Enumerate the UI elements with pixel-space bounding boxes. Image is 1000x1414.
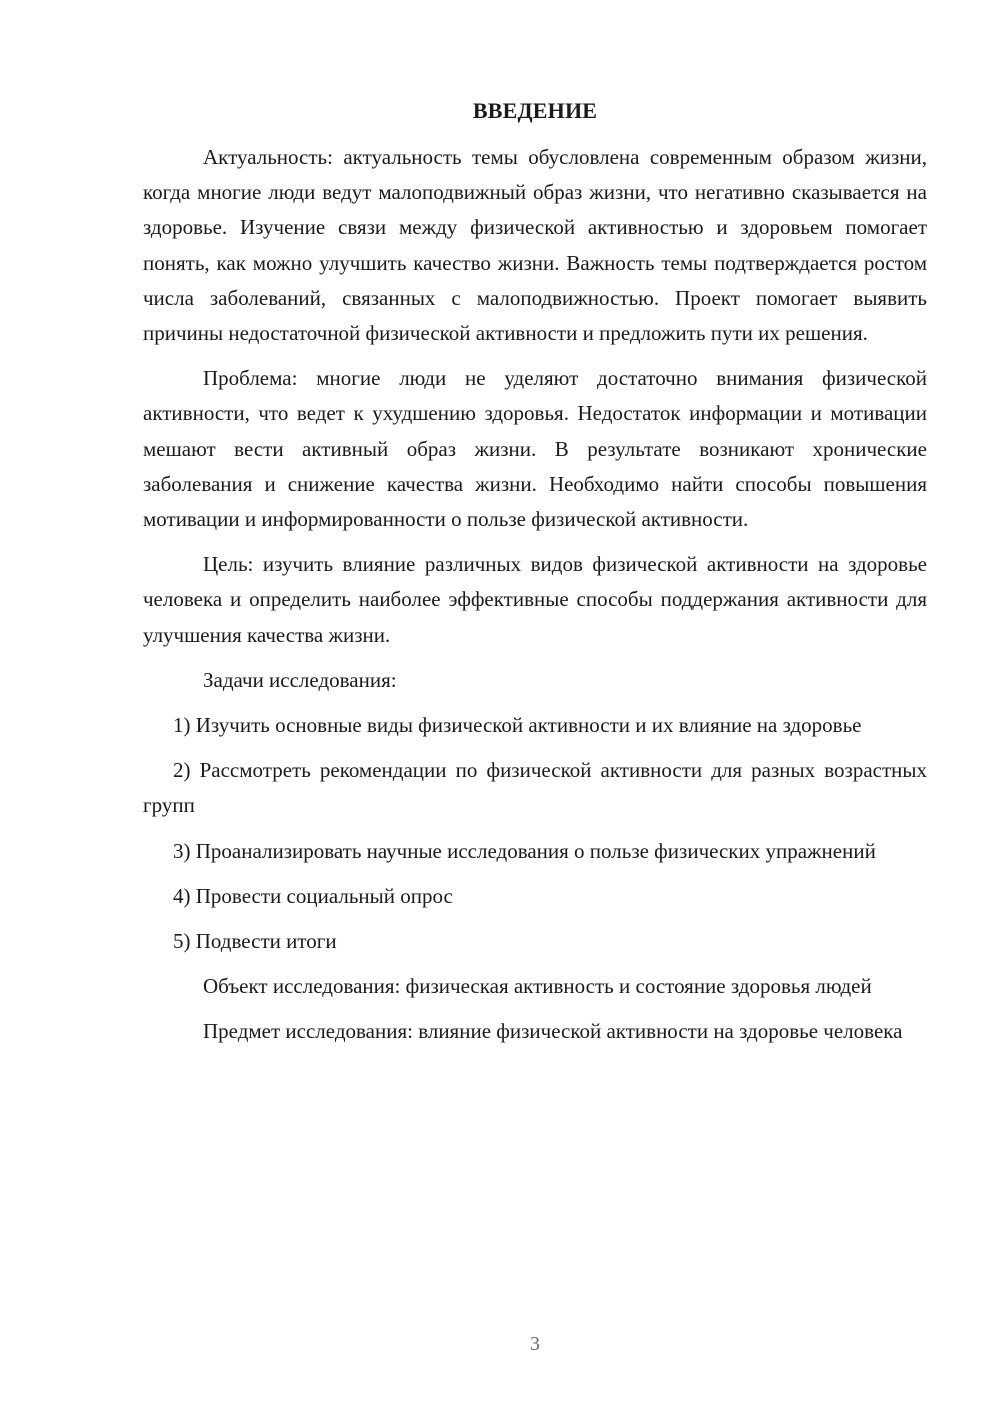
task-item-1: 1) Изучить основные виды физической активности и их влияние на здоровье xyxy=(173,713,862,738)
object-paragraph: Объект исследования: физическая активность и состояние здоровья людей xyxy=(203,974,872,999)
subject-paragraph: Предмет исследования: влияние физической активности на здоровье человека xyxy=(203,1019,903,1044)
problem-paragraph: Проблема: многие люди не уделяют достаточно внимания физической активности, что ведет к ухудшению здоровья. Недостаток информации и мотивации мешают вести активный образ жизни. В результате возникают хронические заболевания и снижение качества жизни. Необходимо найти способы повышения мотивации и информированности о пользе физической активности. xyxy=(143,366,927,532)
goal-paragraph: Цель: изучить влияние различных видов физической активности на здоровье человека и определить наиболее эффективные способы поддержания активности для улучшения качества жизни. xyxy=(143,552,927,647)
task-item-4: 4) Провести социальный опрос xyxy=(173,883,453,908)
relevance-paragraph: Актуальность: актуальность темы обусловлена современным образом жизни, когда многие люди ведут малоподвижный образ жизни, что негативно сказывается на здоровье. Изучение связи между физической активностью и здоровьем помогает понять, как можно улучшить качество жизни. Важность темы подтверждается ростом числа заболеваний, связанных с малоподвижностью. Проект помогает выявить причины недостаточной физической активности и предложить пути их решения. xyxy=(143,145,927,346)
page-content xyxy=(143,96,927,1060)
page-number: 3 xyxy=(530,1333,540,1355)
tasks-heading: Задачи исследования: xyxy=(203,667,397,692)
task-item-3: 3) Проанализировать научные исследования о пользе физических упражнений xyxy=(173,838,876,863)
page-title: ВВЕДЕНИЕ xyxy=(472,98,598,123)
task-item-5: 5) Подвести итоги xyxy=(173,929,337,954)
task-item-2: 2) Рассмотреть рекомендации по физической активности для разных возрастных групп xyxy=(143,758,927,818)
